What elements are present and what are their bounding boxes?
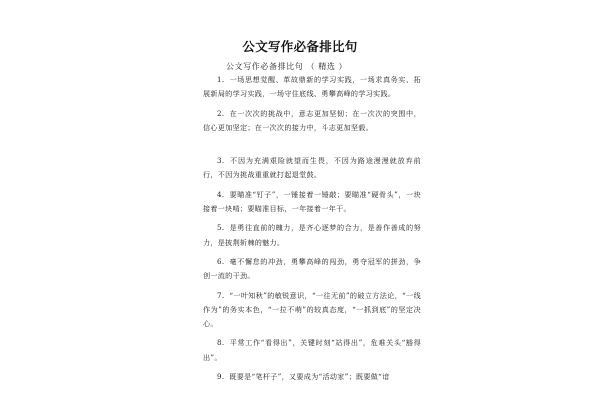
paragraph-number: 1.: [217, 75, 225, 84]
paragraph-number: 9.: [217, 372, 225, 382]
document-title: 公文写作必备排比句: [242, 39, 358, 54]
paragraph-3: [203, 154, 421, 183]
paragraph-text: 既要是“笔杆子”，又要成为“活动家”；既要做“谙: [229, 372, 390, 382]
document-subtitle: 公文写作必备排比句 （ 精选 ）: [226, 62, 348, 71]
paragraph-8: [203, 336, 421, 365]
paragraph-number: 8.: [217, 338, 225, 348]
paragraph-text: 毫不懈怠的冲劲，勇攀高峰的闯劲，勇夺冠军的拼劲，争创一流的干劲。: [203, 256, 421, 281]
paragraph-6: [203, 255, 421, 284]
paragraph-9: [203, 370, 421, 384]
paragraph-text: 平常工作“看得出”，关键时刻“站得出”，危难关头“豁得出”。: [203, 338, 421, 362]
paragraph-text: 一场思想觉醒、革故鼎新的学习实践，一场求真务实、拓展新局的学习实践，一场守住底线、勇攀高峰的学习实践。: [203, 75, 421, 99]
paragraph-number: 4.: [217, 189, 225, 199]
paragraph-number: 3.: [217, 156, 225, 166]
paragraph-7: [203, 289, 421, 332]
paragraph-4: [203, 188, 421, 217]
paragraph-1: [203, 73, 421, 102]
paragraph-2: [203, 107, 421, 136]
paragraph-number: 7.: [217, 290, 225, 300]
paragraph-number: 6.: [217, 256, 225, 266]
paragraph-text: 在一次次的挑战中，意志更加坚韧；在一次次的突围中，信心更加坚定；在一次次的接力中，斗志更加坚毅。: [203, 108, 421, 132]
paragraph-number: 2.: [217, 108, 225, 118]
paragraph-text: 不因为充满艰险就望而生畏，不因为路途漫漫就放弃前行，不因为挑战重重就打起退堂鼓。: [203, 156, 421, 180]
document-body: [203, 73, 421, 389]
paragraph-text: “一叶知秋”的敏锐意识，“一往无前”的破立方法论，“一线作为”的务实本色，“一拉不萌”的较真态度，“一抓到底”的坚定决心。: [203, 290, 421, 329]
paragraph-number: 5.: [217, 223, 225, 233]
paragraph-5: [203, 221, 421, 250]
paragraph-text: 要瞄准“钉子”，一锤接着一锤敲；要瞄准“硬骨头”，一块接着一块啃；要瞄准目标，一年接着一年干。: [203, 189, 421, 214]
paragraph-text: 是勇往直前的魄力，是齐心逐梦的合力，是善作善成的努力，是披荆斩棘的魅力。: [203, 223, 421, 247]
